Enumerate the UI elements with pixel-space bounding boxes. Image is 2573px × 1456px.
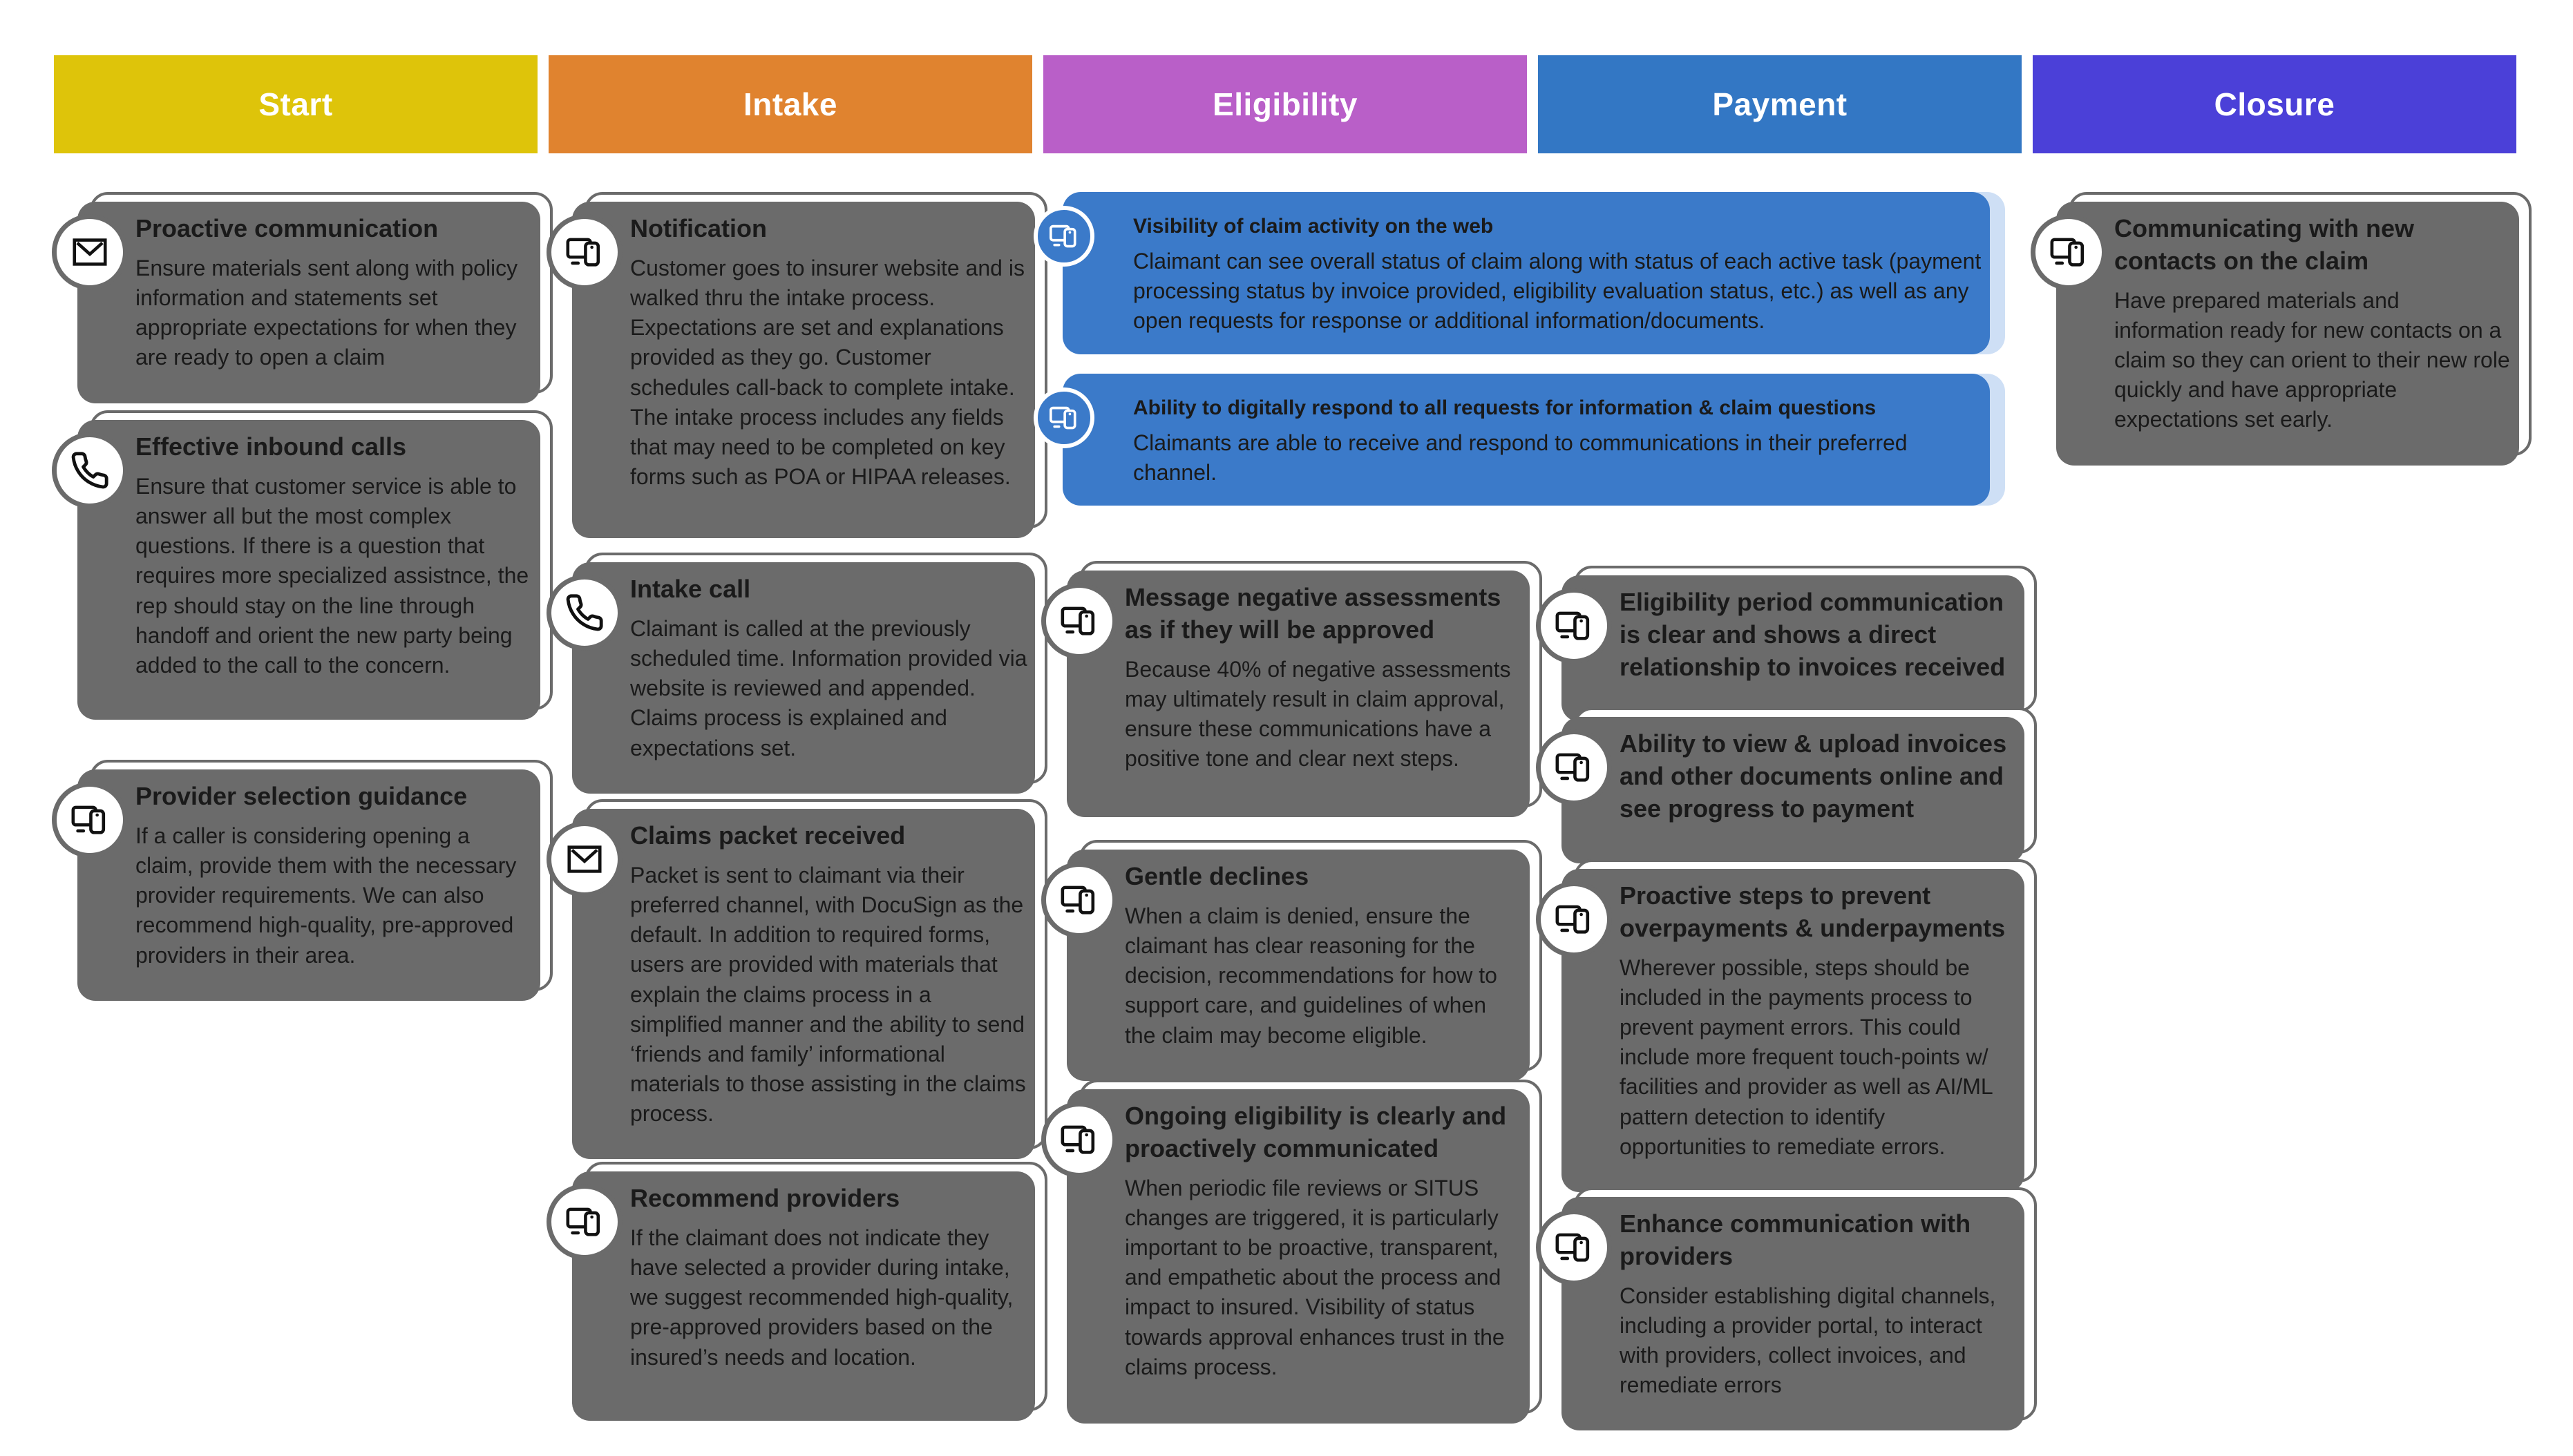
phone-icon [547, 575, 623, 651]
card-body: If a caller is considering opening a claim, provide them with the necessary provider requirements. We can also recommend high-quality, pre-approved providers in their area. [135, 823, 517, 968]
card-title: Ongoing eligibility is clearly and proactively communicated [1125, 1102, 1507, 1162]
devices-icon [1034, 387, 1094, 448]
devices-icon [1041, 1102, 1117, 1178]
card-body: If the claimant does not indicate they have selected a provider during intake, we suggest recommended high-quality, pre-approved providers based on the insured’s needs and location. [630, 1225, 1014, 1370]
card-body: Ensure materials sent along with policy information and statements set appropriate expectations for when they are ready to open a claim [135, 255, 518, 370]
card-view-upload-invoices [1574, 707, 2037, 854]
card-title: Visibility of claim activity on the web [1133, 215, 1494, 238]
devices-icon [52, 782, 128, 858]
envelope-icon [52, 214, 128, 290]
card-body: Because 40% of negative assessments may ultimately result in claim approval, ensure these communications have a positive tone and clear next steps. [1125, 656, 1511, 772]
card-effective-inbound-calls [90, 410, 553, 710]
devices-icon [1041, 583, 1117, 659]
envelope-icon [547, 821, 623, 897]
card-gentle-declines [1079, 840, 1542, 1071]
column-header-start: Start [54, 55, 538, 153]
card-body: Claimant is called at the previously scheduled time. Information provided via website is reviewed and appended. Claims process is explained and expectations set. [630, 615, 1027, 760]
devices-icon [1536, 729, 1612, 805]
column-header-intake: Intake [549, 55, 1032, 153]
column-header-payment: Payment [1538, 55, 2022, 153]
card-body: Packet is sent to claimant via their preferred channel, with DocuSign as the default. In addition to required forms, users are provided with materials that explain the claims process in a simplified manner and the ability to send ‘friends and family’ informational materials to those assisting in the claims process. [630, 862, 1026, 1127]
card-visibility-of-claim-activity [1078, 192, 2005, 354]
card-body: Ensure that customer service is able to answer all but the most complex questions. If there is a question that requires more specialized assistnce, the rep should stay on the line through handoff and orient the new party being added to the call to the concern. [135, 473, 529, 678]
devices-icon [1034, 206, 1094, 267]
card-title: Intake call [630, 575, 751, 603]
devices-icon [1536, 1209, 1612, 1285]
card-body: Have prepared materials and information ready for new contacts on a claim so they can orient to their new role quickly and have appropriate expectations set early. [2114, 287, 2510, 432]
card-body: Wherever possible, steps should be included in the payments process to prevent payment errors. This could include more frequent touch-points w/ facilities and provider as well as AI/ML pattern detection to identify opportunities to remediate errors. [1620, 955, 1993, 1159]
devices-icon [1041, 862, 1117, 938]
card-title: Message negative assessments as if they will be approved [1125, 583, 1501, 644]
card-intake-call [585, 553, 1047, 784]
column-header-closure: Closure [2033, 55, 2516, 153]
card-notification [585, 192, 1047, 528]
card-body: When a claim is denied, ensure the claimant has clear reasoning for the decision, recommendations for how to support care, and guidelines of when the claim may become eligible. [1125, 903, 1497, 1048]
card-title: Recommend providers [630, 1184, 900, 1212]
card-title: Ability to digitally respond to all requests for information & claim questions [1133, 396, 1877, 419]
devices-icon [1536, 881, 1612, 957]
phone-icon [52, 432, 128, 508]
card-title: Proactive communication [135, 214, 439, 242]
card-title: Effective inbound calls [135, 432, 407, 461]
card-prevent-overpayments-underpayments [1574, 859, 2037, 1182]
card-message-negative-assessments [1079, 561, 1542, 807]
card-title: Provider selection guidance [135, 782, 468, 810]
devices-icon [547, 214, 623, 290]
card-title: Notification [630, 214, 767, 242]
card-title: Gentle declines [1125, 862, 1309, 890]
devices-icon [547, 1184, 623, 1260]
card-title: Ability to view & upload invoices and other documents online and see progress to payment [1620, 729, 2007, 823]
card-body: Customer goes to insurer website and is walked thru the intake process. Expectations are set and explanations provided as they go. Customer schedules call-back to complete intake. The intake process includes any fields that may need to be completed on key forms such as POA or HIPAA releases. [630, 255, 1025, 490]
column-header-eligibility: Eligibility [1043, 55, 1527, 153]
card-title: Claims packet received [630, 821, 906, 850]
card-claims-packet-received [585, 799, 1047, 1149]
card-eligibility-period-communication [1574, 566, 2037, 712]
card-enhance-provider-communication [1574, 1187, 2037, 1421]
card-ongoing-eligibility-communicated [1079, 1080, 1542, 1414]
card-digitally-respond-to-requests [1078, 374, 2005, 506]
card-title: Proactive steps to prevent overpayments & underpayments [1620, 881, 2006, 942]
card-body: When periodic file reviews or SITUS changes are triggered, it is particularly important to be proactive, transparent, and empathetic about the process and impact to insured. Visibility of status towards approval enhances trust in the claims process. [1125, 1175, 1505, 1379]
card-body: Claimant can see overall status of claim along with status of each active task (payment processing status by invoice provided, eligibility evaluation status, etc.) as well as any open requests for response or additional information/documents. [1133, 249, 1982, 334]
card-proactive-communication [90, 192, 553, 394]
card-body: Claimants are able to receive and respond to communications in their preferred channel. [1133, 430, 1908, 486]
card-communicating-new-contacts [2069, 192, 2532, 456]
card-title: Enhance communication with providers [1620, 1209, 1971, 1270]
card-title: Communicating with new contacts on the claim [2114, 214, 2415, 275]
card-body: Consider establishing digital channels, including a provider portal, to interact with providers, collect invoices, and remediate errors [1620, 1283, 1996, 1398]
devices-icon [2031, 214, 2107, 290]
card-recommend-providers [585, 1162, 1047, 1411]
card-title: Eligibility period communication is clear and shows a direct relationship to invoices received [1620, 588, 2006, 681]
devices-icon [1536, 588, 1612, 664]
card-provider-selection-guidance [90, 760, 553, 991]
